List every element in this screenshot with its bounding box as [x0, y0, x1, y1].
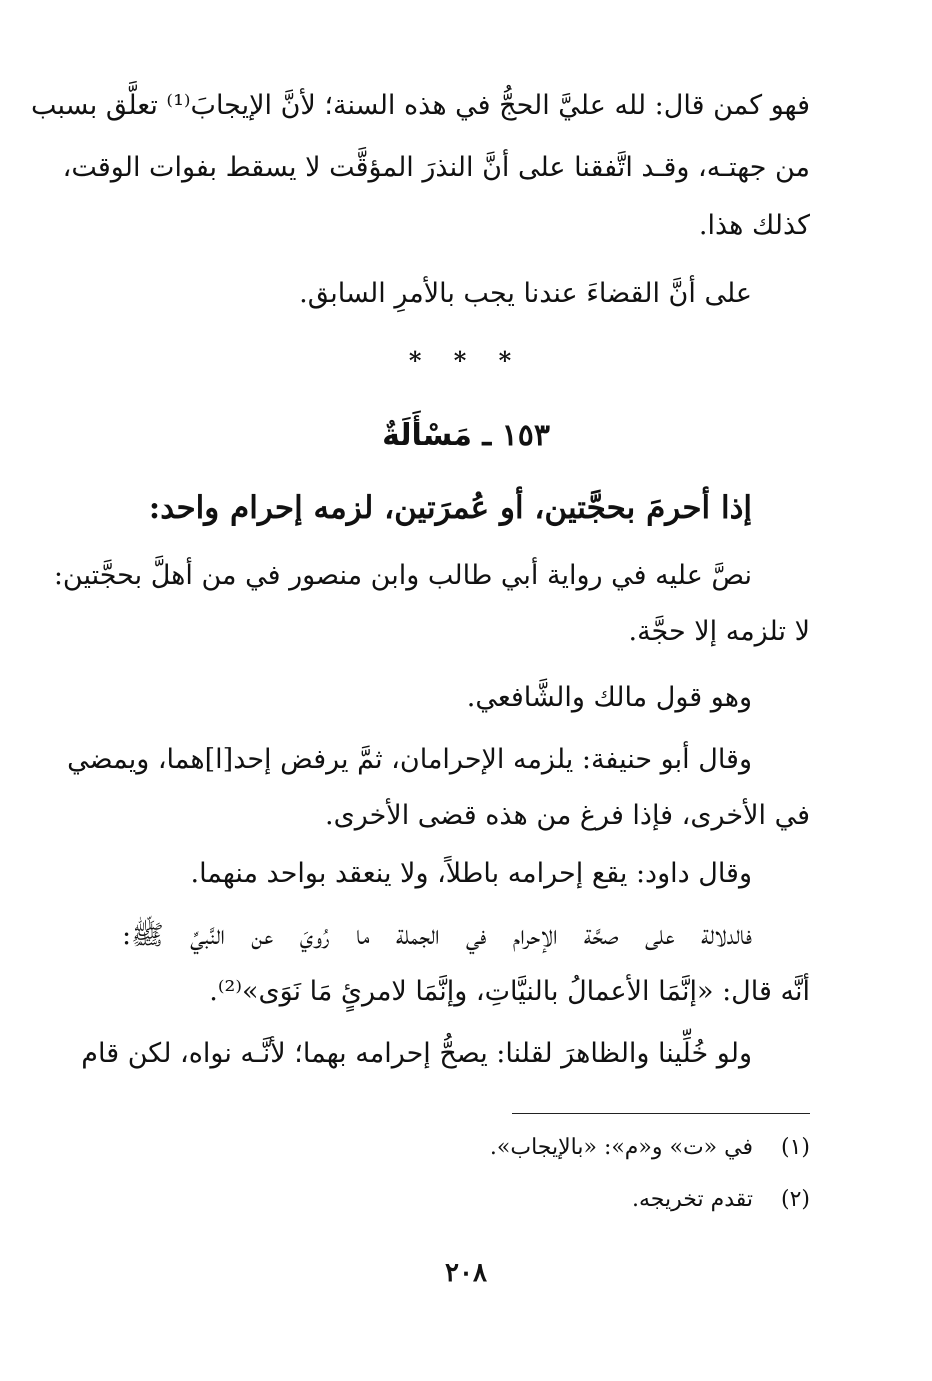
text-line: ولو خُلِّينا والظاهرَ لقلنا: يصحُّ إحرامه بهما؛ لأنَّـه نواه، لكن قام — [81, 1038, 752, 1069]
footnote-text: في «ت» و«م»: «بالإيجاب». — [489, 1135, 753, 1160]
footnote — [170, 1132, 810, 1164]
footnote-divider — [512, 1113, 810, 1114]
page-number: ٢٠٨ — [445, 1258, 487, 1288]
text-line: كذلك هذا. — [698, 210, 810, 241]
issue-heading — [0, 414, 932, 458]
text-line: وقال داود: يقع إحرامه باطلاً، ولا ينعقد بواحد منهما. — [190, 858, 752, 889]
heading-dash: ـ — [482, 418, 492, 453]
section-separator: * * * — [408, 346, 524, 375]
footnote-number: (١) — [780, 1135, 810, 1160]
text-line: من جهتـه، وقـد اتَّفقنا على أنَّ النذرَ المؤقَّت لا يسقط بفوات الوقت، — [62, 152, 810, 183]
text-line: وقال أبو حنيفة: يلزمه الإحرامان، ثمَّ يرفض إحد[ا]هما، ويمضي — [67, 744, 752, 775]
issue-title: مَسْأَلَةٌ — [382, 418, 472, 453]
issue-subheading: إذا أحرمَ بحجَّتين، أو عُمرَتين، لزمه إحرام واحد: — [148, 490, 752, 526]
text-line: أنَّه قال: «إنَّمَا الأعمالُ بالنيَّاتِ، وإنَّمَا لامرئٍ مَا نَوَى»⁽²⁾. — [209, 976, 810, 1007]
text-line: نصَّ عليه في رواية أبي طالب وابن منصور في من أهلَّ بحجَّتين: — [53, 560, 752, 591]
footnote-number: (٢) — [780, 1187, 810, 1212]
footnote-text: تقدم تخريجه. — [632, 1187, 753, 1212]
footnote — [170, 1184, 810, 1216]
text-line: على أنَّ القضاءَ عندنا يجب بالأمرِ السابق. — [299, 278, 752, 309]
text-line: في الأخرى، فإذا فرغ من هذه قضى الأخرى. — [325, 800, 810, 831]
issue-number: ١٥٣ — [501, 418, 550, 453]
text-line: لا تلزمه إلا حجَّة. — [628, 616, 810, 647]
text-line: وهو قول مالك والشَّافعي. — [466, 682, 752, 713]
text-line: فالدلالة على صحَّة الإحرام في الجملة ما رُويَ عن النَّبيِّ ﷺ: — [122, 920, 752, 951]
text-line: فهو كمن قال: لله عليَّ الحجُّ في هذه السنة؛ لأنَّ الإيجابَ⁽¹⁾ تعلَّق بسبب — [31, 90, 810, 121]
